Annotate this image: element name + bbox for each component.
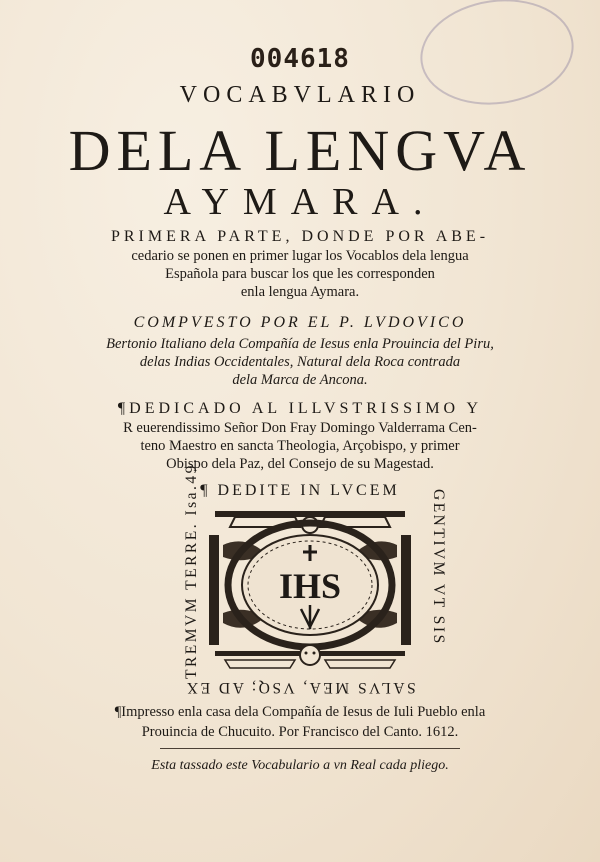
ihs-monogram: IHS	[278, 566, 342, 606]
impresso-line1: ¶Impresso enla casa dela Compañía de Iesus de Iuli Pueblo enla	[114, 704, 486, 720]
title-lengua: DELA LENGVA	[68, 118, 532, 183]
primera-parte-line4: enla lengua Aymara.	[240, 284, 360, 300]
emblem-left-motto	[172, 456, 200, 695]
jesuit-emblem	[205, 505, 415, 675]
emblem-right-motto	[418, 489, 447, 695]
dedite-in-lucem: ¶ DEDITE IN LVCEM	[200, 482, 400, 499]
dedicado-line2: R euerendissimo Señor Don Fray Domingo Valderrama Cen-	[123, 420, 477, 436]
motto-left-text: TREMVM TERRE. Isa.49.	[183, 456, 200, 679]
compuesto-line1: COMPVESTO POR EL P. LVDOVICO	[133, 314, 467, 331]
dedicado-line1: ¶DEDICADO AL ILLVSTRISSIMO Y	[117, 400, 483, 417]
impresso-line2: Prouincia de Chucuito. Por Francisco del Canto. 1612.	[141, 724, 459, 740]
title-vocabulario: VOCABVLARIO	[179, 82, 421, 108]
motto-bottom-inverted: SALVS MEA, VSQ; AD EX	[184, 679, 416, 696]
dedicado-line4: Obispo dela Paz, del Consejo de su Magestad.	[166, 456, 434, 472]
title-aymara: AYMARA.	[163, 181, 437, 223]
compuesto-line4: dela Marca de Ancona.	[232, 372, 368, 388]
inventory-number: 004618	[250, 44, 350, 74]
tasa-note: Esta tassado este Vocabulario a vn Real cada pliego.	[151, 758, 449, 773]
motto-right-text: GENTIVM VT SIS	[430, 489, 447, 646]
compuesto-line2: Bertonio Italiano dela Compañía de Iesus enla Prouincia del Piru,	[106, 336, 494, 352]
primera-parte-line3: Española para buscar los que les corresponden	[165, 266, 435, 282]
primera-parte-line1: PRIMERA PARTE, DONDE POR ABE-	[110, 228, 490, 245]
compuesto-line3: delas Indias Occidentales, Natural dela Roca contrada	[139, 354, 461, 370]
dedicado-line3: teno Maestro en sancta Theologia, Arçobispo, y primer	[140, 438, 460, 454]
primera-parte-line2: cedario se ponen en primer lugar los Vocablos dela lengua	[131, 248, 469, 264]
divider-rule	[160, 748, 460, 749]
